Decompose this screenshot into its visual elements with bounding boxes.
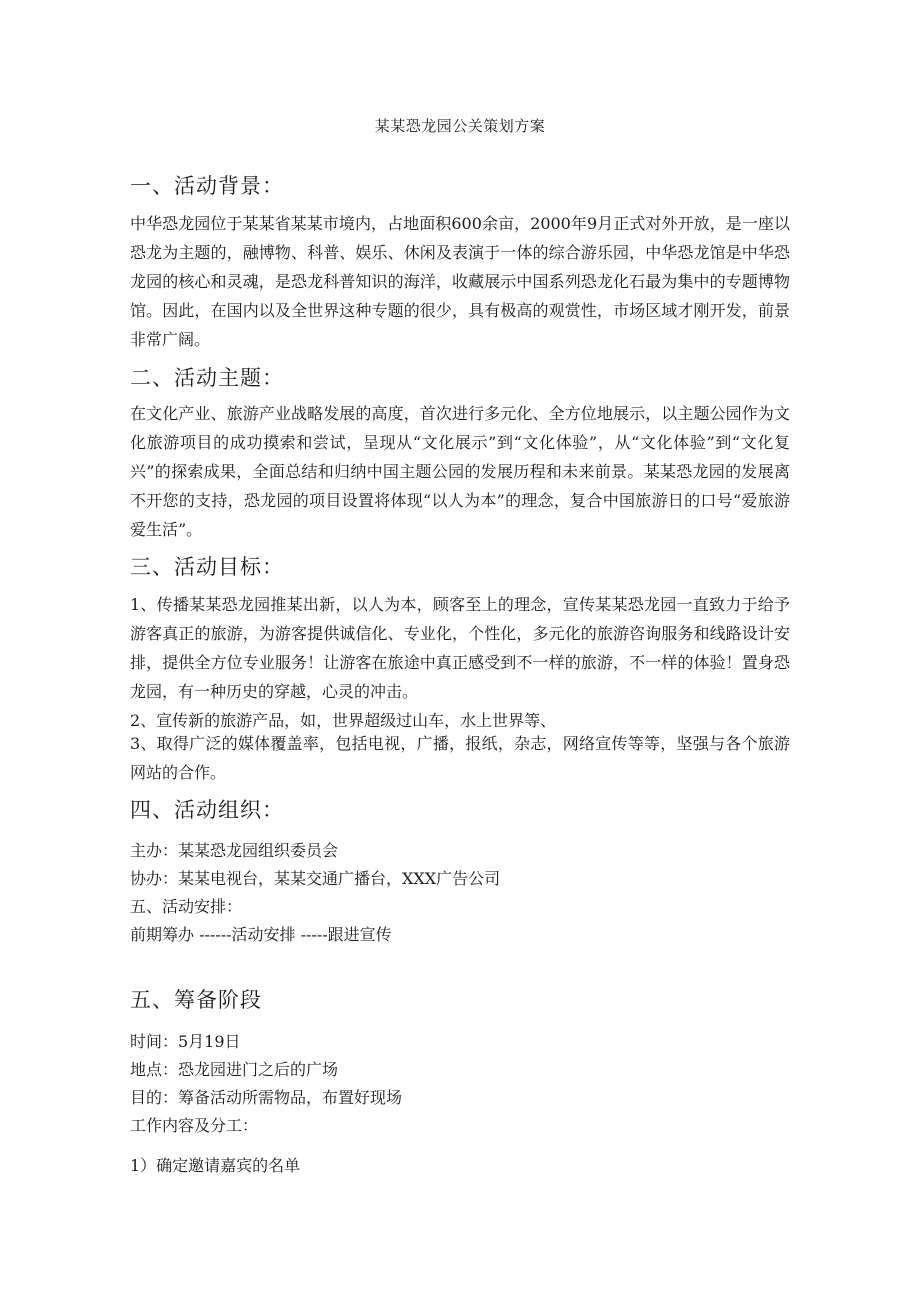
- organizer-cohost: 协办：某某电视台，某某交通广播台，XXX广告公司: [130, 869, 501, 888]
- preparation-work-label: 工作内容及分工：: [130, 1116, 259, 1135]
- document-title: 某某恐龙园公关策划方案: [374, 117, 546, 135]
- section-heading-background: 一、活动背景：: [130, 174, 284, 198]
- theme-paragraph: 在文化产业、旅游产业战略发展的高度，首次进行多元化、全方位地展示，以主题公园作为文化旅游项目的成功摸索和尝试，呈现从“文化展示”到“文化体验”，从“文化体验”到“文化复兴”的探索成果，全面总结和归纳中国主题公园的发展历程和未来前景。某某恐龙园的发展离不开您的支持，恐龙园的项目设置将体现“以人为本”的理念，复合中国旅游日的口号“爱旅游爱生活”。: [130, 404, 790, 539]
- section-heading-goals: 三、活动目标：: [130, 555, 284, 579]
- goal-item-2: 2、宣传新的旅游产品，如，世界超级过山车，水上世界等、: [130, 711, 557, 730]
- section-heading-preparation: 五、筹备阶段: [130, 988, 262, 1012]
- arrangement-label: 五、活动安排：: [130, 897, 243, 916]
- section-heading-theme: 二、活动主题：: [130, 366, 284, 390]
- goal-item-3: 3、取得广泛的媒体覆盖率，包括电视，广播，报纸，杂志，网络宣传等等，坚强与各个旅游网站的合作。: [130, 734, 790, 782]
- preparation-place: 地点：恐龙园进门之后的广场: [130, 1060, 339, 1079]
- preparation-purpose: 目的：筹备活动所需物品，布置好现场: [130, 1088, 403, 1107]
- background-paragraph: 中华恐龙园位于某某省某某市境内，占地面积600余亩，2000年9月正式对外开放，是一座以恐龙为主题的，融博物、科普、娱乐、休闲及表演于一体的综合游乐园，中华恐龙馆是中华恐龙园的核心和灵魂，是恐龙科普知识的海洋，收藏展示中国系列恐龙化石最为集中的专题博物馆。因此，在国内以及全世界这种专题的很少，具有极高的观赏性，市场区域才刚开发，前景非常广阔。: [130, 214, 790, 349]
- preparation-time: 时间：5月19日: [130, 1032, 241, 1051]
- goal-item-1: 1、传播某某恐龙园推某出新，以人为本，顾客至上的理念，宣传某某恐龙园一直致力于给予游客真正的旅游，为游客提供诚信化、专业化，个性化，多元化的旅游咨询服务和线路设计安排，提供全方位专业服务！让游客在旅途中真正感受到不一样的旅游，不一样的体验！置身恐龙园，有一种历史的穿越，心灵的冲击。: [130, 595, 790, 701]
- arrangement-flow: 前期筹办 ------活动安排 -----跟进宣传: [130, 925, 392, 944]
- preparation-step-1: 1）确定邀请嘉宾的名单: [130, 1156, 301, 1175]
- section-heading-organization: 四、活动组织：: [130, 798, 284, 822]
- organizer-host: 主办：某某恐龙园组织委员会: [130, 841, 339, 860]
